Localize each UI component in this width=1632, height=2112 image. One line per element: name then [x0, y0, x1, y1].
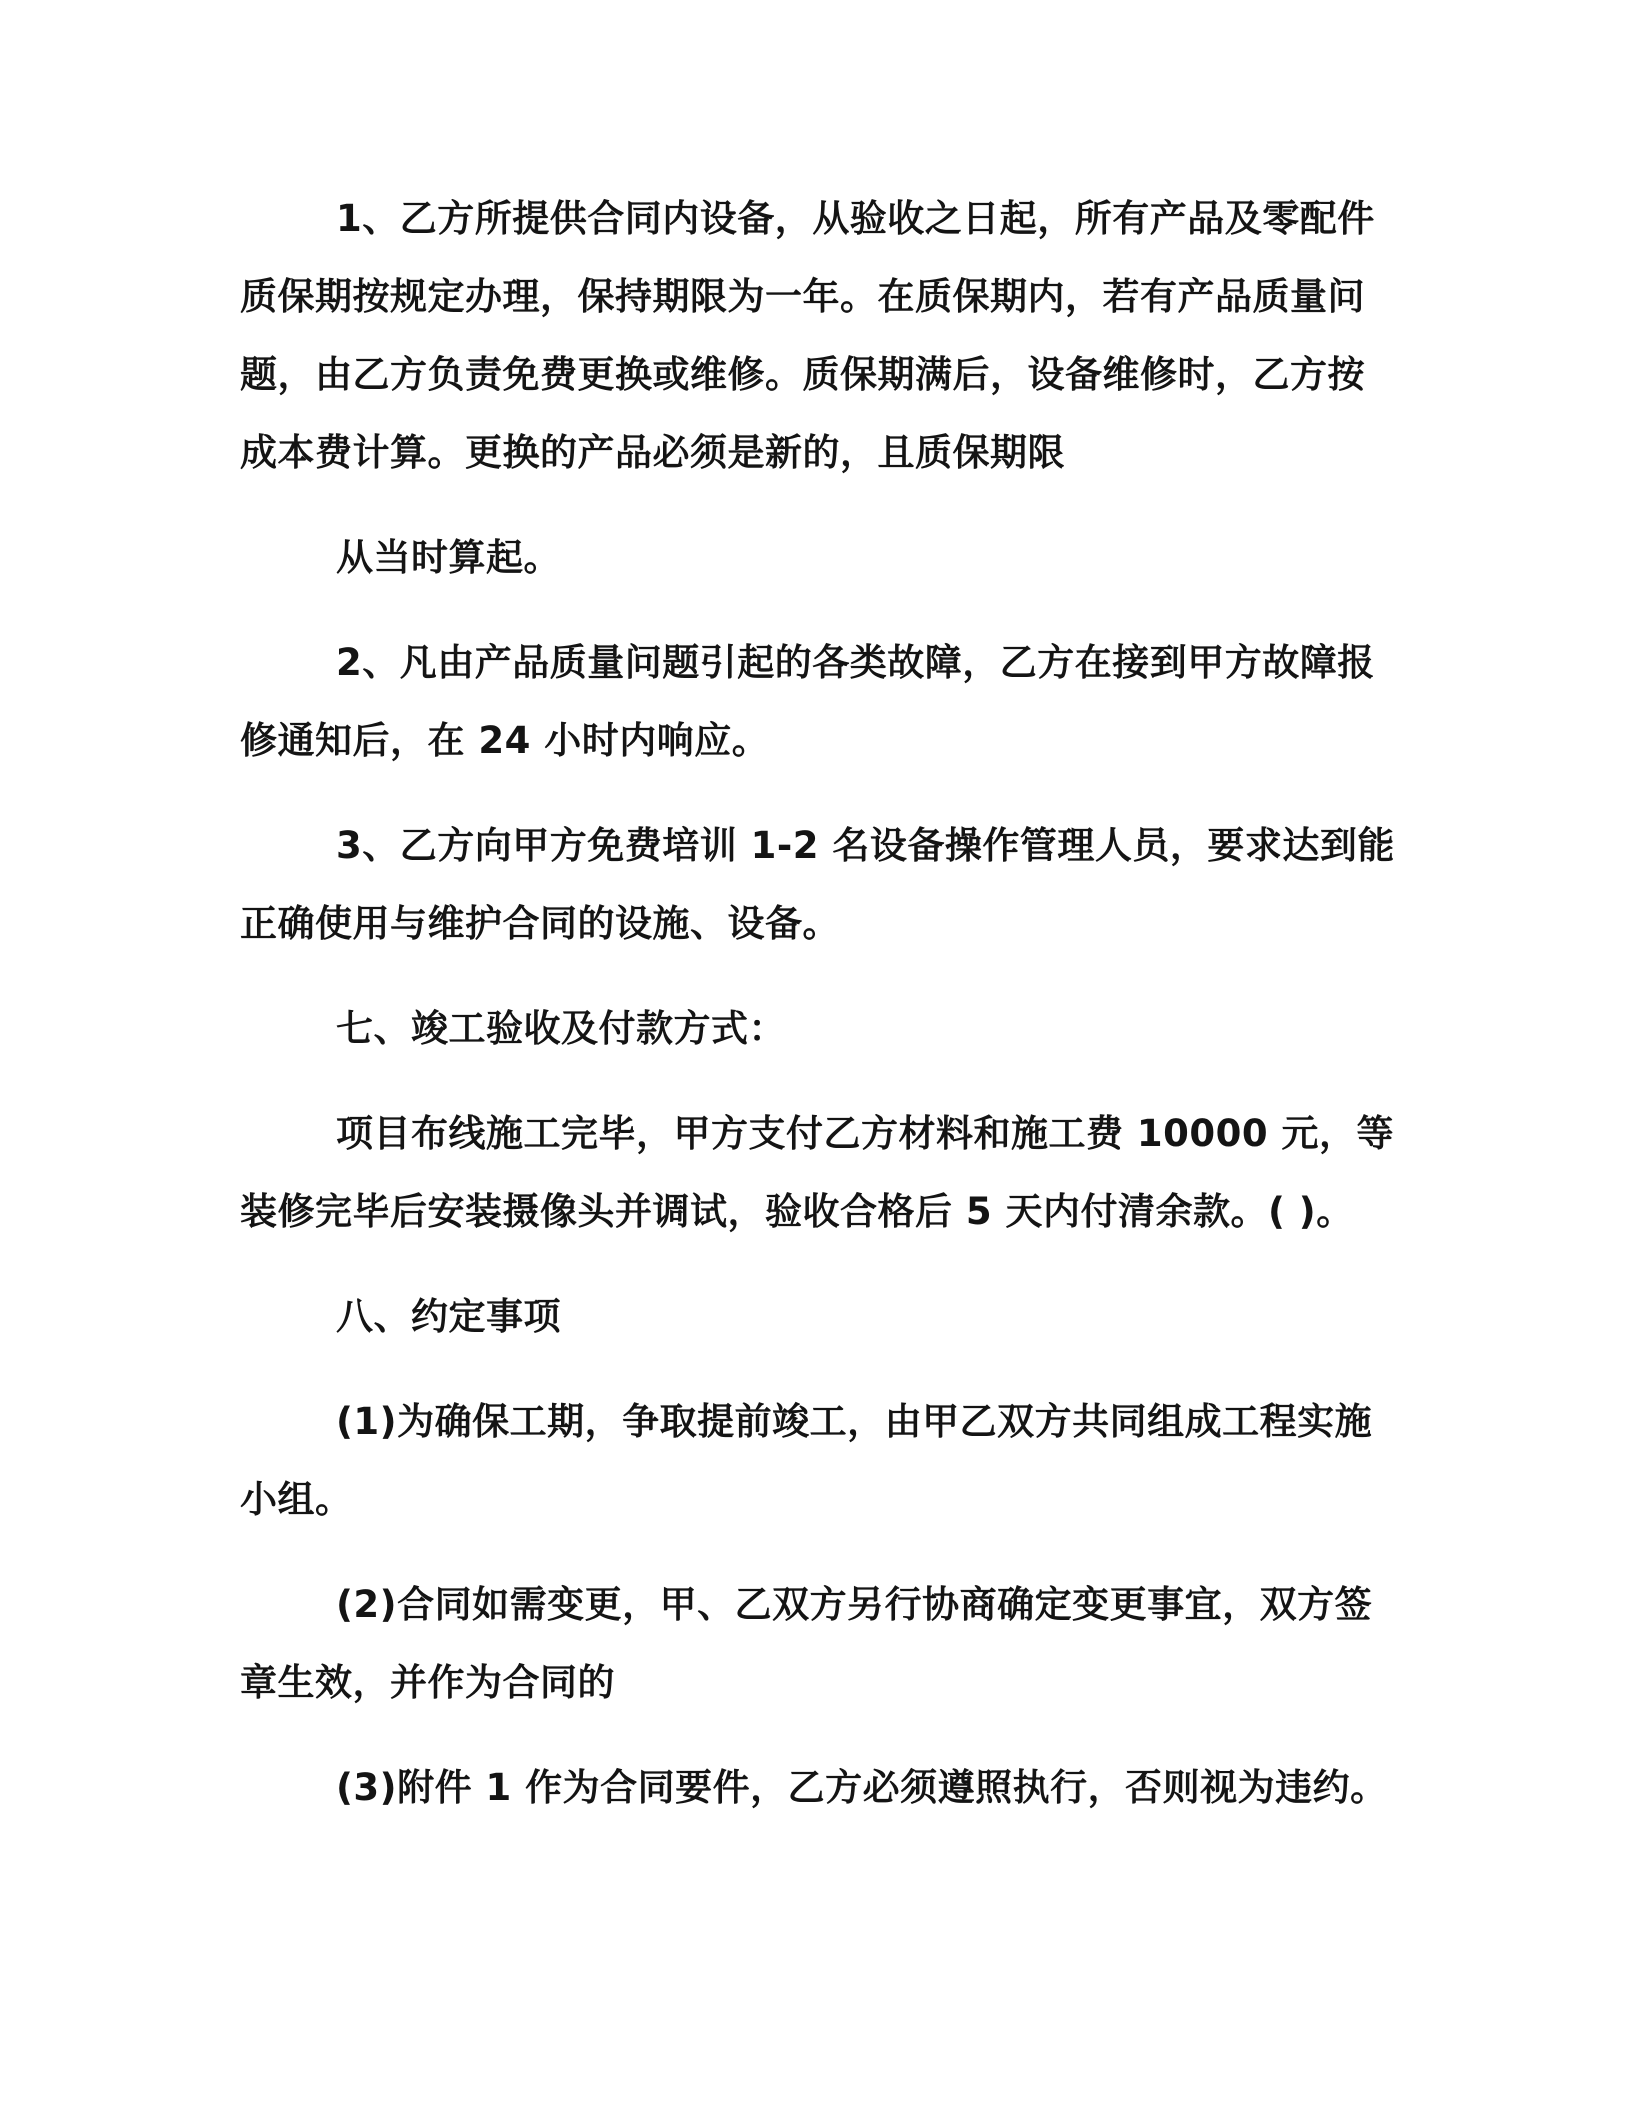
- text-line: (3)附件 1 作为合同要件，乙方必须遵照执行，否则视为违约。: [336, 1766, 1388, 1809]
- text-line: 成本费计算。更换的产品必须是新的，且质保期限: [240, 431, 1065, 474]
- text-line: 项目布线施工完毕，甲方支付乙方材料和施工费 10000 元，等: [336, 1112, 1394, 1155]
- warranty-clause-3: [240, 807, 1395, 963]
- text-line: 小组。: [240, 1478, 353, 1521]
- text-line: (1)为确保工期，争取提前竣工，由甲乙双方共同组成工程实施: [336, 1400, 1373, 1443]
- text-line: 2、凡由产品质量问题引起的各类故障，乙方在接到甲方故障报: [336, 641, 1375, 684]
- text-line: (2)合同如需变更，甲、乙双方另行协商确定变更事宜，双方签: [336, 1583, 1373, 1626]
- text-line: 装修完毕后安装摄像头并调试，验收合格后 5 天内付清余款。( )。: [240, 1190, 1354, 1233]
- text-line: 3、乙方向甲方免费培训 1-2 名设备操作管理人员，要求达到能: [336, 824, 1395, 867]
- section-7-body: [240, 1095, 1394, 1251]
- warranty-clause-1: [240, 180, 1375, 492]
- text-line: 章生效，并作为合同的: [240, 1661, 615, 1704]
- section-7-heading: [240, 990, 1370, 1068]
- text-line: 1、乙方所提供合同内设备，从验收之日起，所有产品及零配件: [336, 197, 1375, 240]
- text-line: 从当时算起。: [336, 536, 561, 579]
- text-line: 质保期按规定办理，保持期限为一年。在质保期内，若有产品质量问: [240, 275, 1365, 318]
- section-heading: 八、约定事项: [336, 1295, 561, 1338]
- text-line: 题，由乙方负责免费更换或维修。质保期满后，设备维修时，乙方按: [240, 353, 1365, 396]
- warranty-clause-2: [240, 624, 1375, 780]
- text-line: 正确使用与维护合同的设施、设备。: [240, 902, 840, 945]
- agreement-item-2: [240, 1566, 1373, 1722]
- agreement-item-1: [240, 1383, 1373, 1539]
- warranty-clause-1-continuation: [240, 519, 1370, 597]
- section-heading: 七、竣工验收及付款方式：: [336, 1007, 786, 1050]
- document-body: [240, 180, 1395, 1854]
- text-line: 修通知后，在 24 小时内响应。: [240, 719, 770, 762]
- agreement-item-3: [240, 1749, 1388, 1827]
- section-8-heading: [240, 1278, 1370, 1356]
